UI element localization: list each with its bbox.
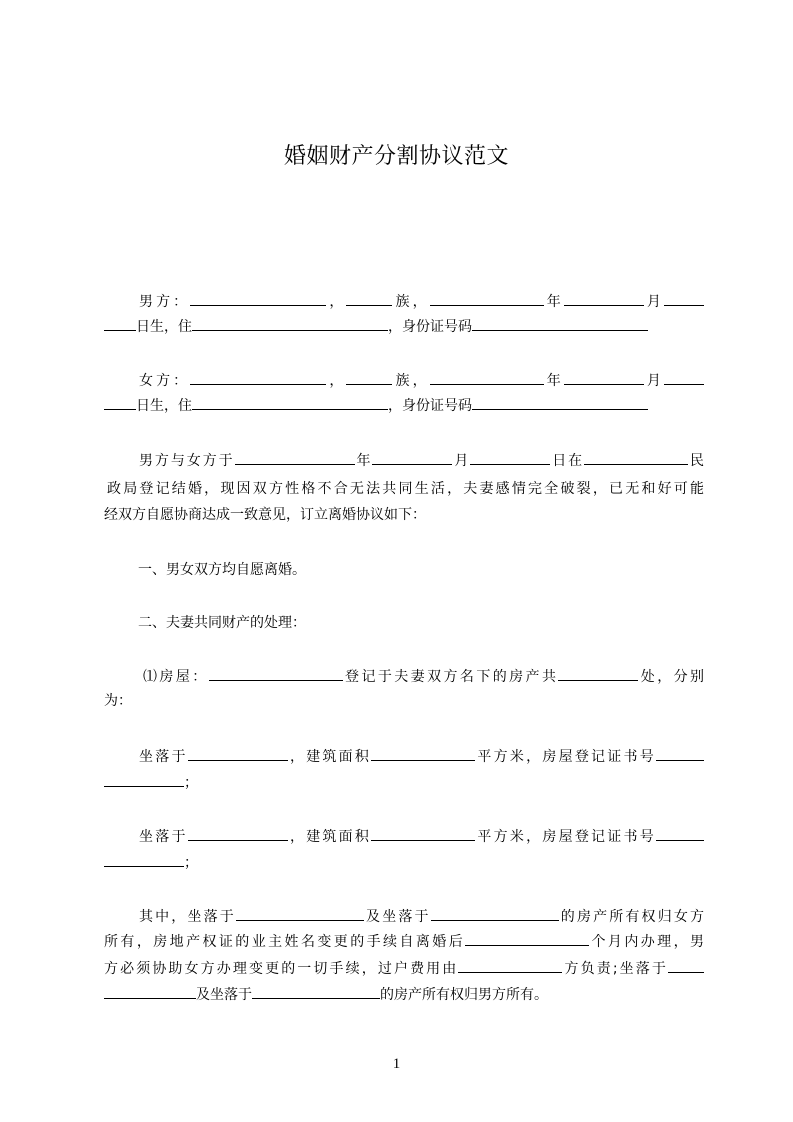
- area-label: ，建筑面积: [287, 749, 372, 765]
- blank-marriage-month: [372, 450, 452, 465]
- blank-female-year: [430, 370, 544, 385]
- male-party-line-2: [104, 316, 704, 337]
- blank-female-day-end: [104, 395, 136, 410]
- clause-two: 二、夫妻共同财产的处理：: [138, 615, 306, 631]
- blank-months: [465, 931, 589, 946]
- marriage-start: 男方与女方于: [139, 453, 235, 469]
- ethnic-label: 族，: [392, 373, 430, 389]
- house-respectively: 处，分别: [638, 669, 705, 685]
- marriage-line-1: [139, 450, 704, 471]
- blank-cert-2-end: [104, 852, 184, 867]
- blank-house: [209, 666, 343, 681]
- blank-male-address: [192, 316, 388, 331]
- blank-location-d: [252, 984, 380, 999]
- female-label: 女方：: [139, 373, 191, 389]
- blank-female-address: [192, 395, 388, 410]
- location-2-line-2: [104, 852, 704, 873]
- ownership-start: 其中，坐落于: [139, 909, 236, 925]
- ownership-months: 个月内办理，男: [589, 934, 705, 950]
- male-label: 男方：: [139, 294, 191, 310]
- ownership-transfer: 所有，房地产权证的业主姓名变更的手续自离婚后: [104, 934, 466, 950]
- ownership-line-2: [104, 931, 704, 952]
- house-line-1: [143, 666, 704, 687]
- ownership-male: 的房产所有权归男方所有。: [380, 987, 548, 1003]
- blank-female-day-start: [664, 370, 704, 385]
- marriage-line-2: 政局登记结婚，现因双方性格不合无法共同生活，夫妻感情完全破裂，已无和好可能: [107, 481, 704, 497]
- page-number: 1: [392, 1056, 401, 1072]
- blank-area-1: [371, 746, 475, 761]
- blank-cert-1-end: [104, 772, 184, 787]
- blank-marriage-day: [470, 450, 550, 465]
- bureau-end: 民: [688, 453, 705, 469]
- ethnic-label: 族，: [392, 294, 430, 310]
- blank-male-month: [564, 291, 644, 306]
- blank-female-name: [190, 370, 326, 385]
- ownership-line-4: [104, 984, 704, 1005]
- and-label: 及坐落于: [363, 909, 431, 925]
- marriage-line-3: 经双方自愿协商达成一致意见，订立离婚协议如下：: [104, 507, 426, 523]
- location-2-line-1: [139, 826, 704, 847]
- separator: ，: [326, 373, 347, 389]
- blank-cert-2-start: [656, 826, 704, 841]
- blank-male-day-start: [664, 291, 704, 306]
- blank-area-2: [371, 826, 475, 841]
- ownership-line-3: [104, 958, 704, 979]
- blank-bureau: [584, 450, 688, 465]
- clause-one: 一、男女双方均自愿离婚。: [138, 562, 306, 578]
- id-label: ，身份证号码: [388, 319, 472, 335]
- ownership-female: 的房产所有权归女方: [558, 909, 705, 925]
- blank-female-month: [564, 370, 644, 385]
- blank-female-id: [472, 395, 648, 410]
- day-label: 日在: [550, 453, 585, 469]
- year-label: 年: [543, 294, 564, 310]
- location-label: 坐落于: [139, 749, 188, 765]
- area-label: ，建筑面积: [287, 829, 372, 845]
- blank-ownership-location-b: [431, 906, 559, 921]
- document-title: 婚姻财产分割协议范文: [283, 144, 509, 169]
- id-label: ，身份证号码: [388, 398, 472, 414]
- blank-marriage-year: [235, 450, 355, 465]
- separator: ，: [326, 294, 347, 310]
- ownership-assist: 方必须协助女方办理变更的一切手续，过户费用由: [104, 961, 459, 977]
- month-label: 月: [643, 373, 665, 389]
- blank-ownership-location-a: [236, 906, 364, 921]
- year-label: 年: [354, 453, 373, 469]
- blank-male-id: [472, 316, 648, 331]
- location-1-line-1: [139, 746, 704, 767]
- cert-label: 平方米，房屋登记证书号: [475, 749, 657, 765]
- house-label: ⑴房屋：: [143, 669, 209, 685]
- and-label: 及坐落于: [196, 987, 252, 1003]
- semicolon: ；: [184, 855, 198, 871]
- semicolon: ；: [184, 775, 198, 791]
- month-label: 月: [643, 294, 665, 310]
- blank-location-c-end: [104, 984, 196, 999]
- blank-location-c-start: [668, 958, 704, 973]
- female-party-line-1: [139, 370, 704, 391]
- location-label: 坐落于: [139, 829, 188, 845]
- ownership-fee: 方负责;坐落于: [562, 961, 668, 977]
- house-line-2: 为：: [104, 693, 132, 709]
- blank-male-day-end: [104, 316, 136, 331]
- blank-male-ethnic: [346, 291, 392, 306]
- male-party-line-1: [139, 291, 704, 312]
- blank-female-ethnic: [346, 370, 392, 385]
- blank-cert-1-start: [656, 746, 704, 761]
- blank-location-2: [188, 826, 288, 841]
- ownership-line-1: [139, 906, 704, 927]
- location-1-line-2: [104, 772, 704, 793]
- year-label: 年: [543, 373, 564, 389]
- blank-male-name: [190, 291, 326, 306]
- blank-location-1: [188, 746, 288, 761]
- female-party-line-2: [104, 395, 704, 416]
- month-label: 月: [452, 453, 471, 469]
- birth-label: 日生，住: [136, 319, 192, 335]
- blank-male-year: [430, 291, 544, 306]
- blank-fee-party: [458, 958, 562, 973]
- cert-label: 平方米，房屋登记证书号: [475, 829, 657, 845]
- house-registered: 登记于夫妻双方名下的房产共: [342, 669, 559, 685]
- blank-house-count: [558, 666, 638, 681]
- birth-label: 日生，住: [136, 398, 192, 414]
